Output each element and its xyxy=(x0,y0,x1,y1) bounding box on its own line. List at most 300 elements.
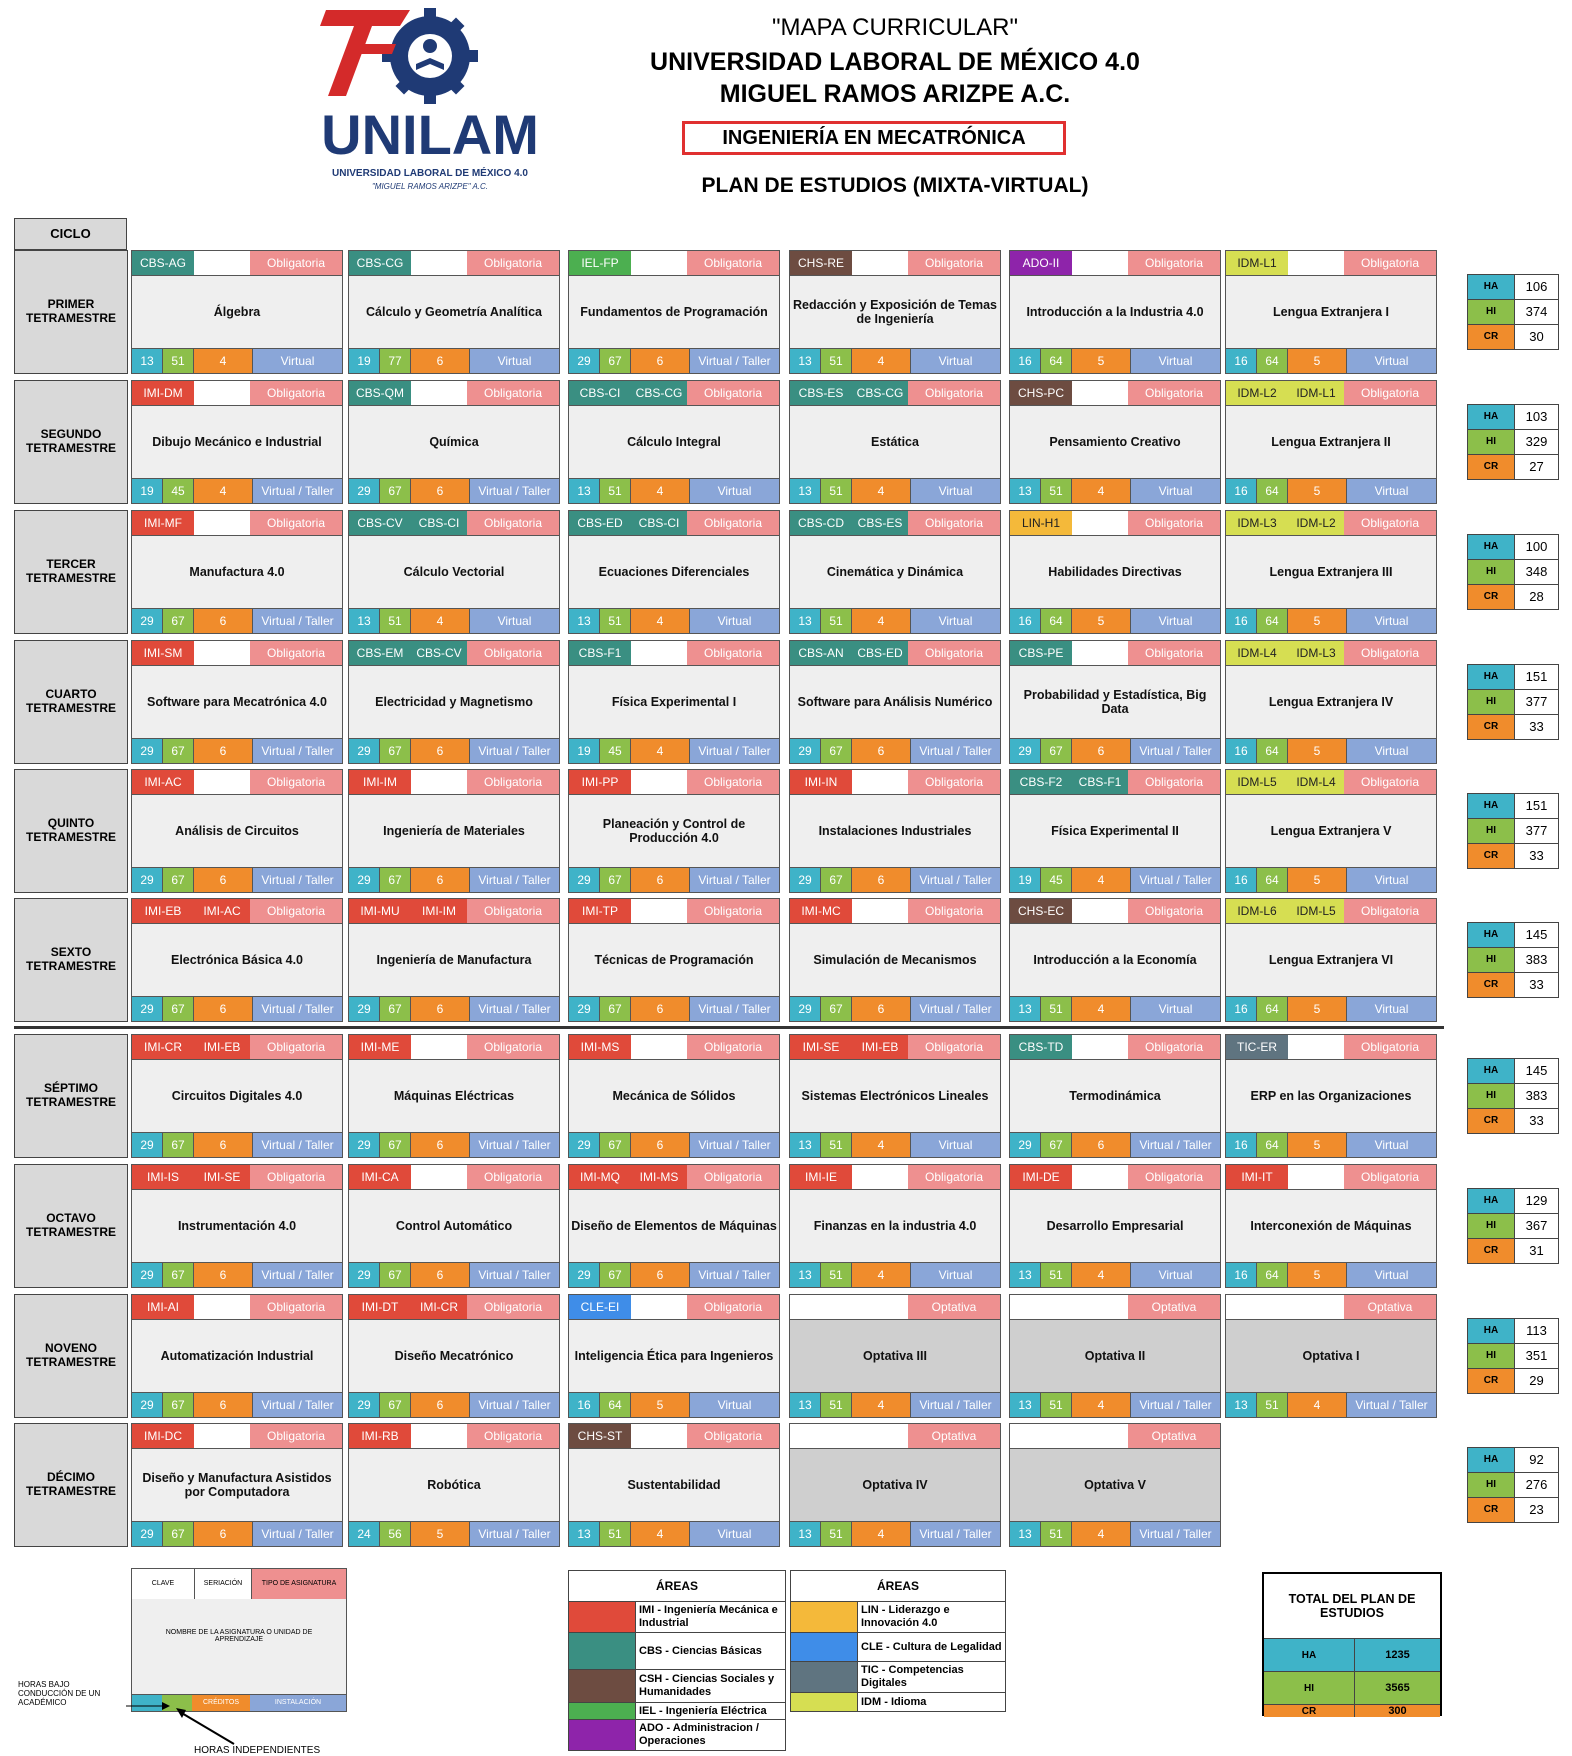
course-card[interactable] xyxy=(348,250,560,374)
course-hi-hours: 67 xyxy=(600,1133,631,1157)
course-card[interactable] xyxy=(568,510,780,634)
course-ha-hours: 16 xyxy=(1226,997,1257,1021)
course-name: Planeación y Control de Producción 4.0 xyxy=(602,816,746,845)
area-row xyxy=(569,1602,785,1633)
course-credits: 5 xyxy=(1288,479,1347,503)
course-hi-hours: 67 xyxy=(1041,739,1072,763)
course-card[interactable] xyxy=(789,1164,1001,1288)
course-hi-hours: 67 xyxy=(380,1263,411,1287)
course-header-row xyxy=(132,511,342,536)
course-footer-row xyxy=(1226,1132,1436,1157)
course-footer-row xyxy=(569,996,779,1021)
course-card[interactable] xyxy=(131,1294,343,1418)
summary-row xyxy=(1468,300,1558,325)
course-ha-hours: 13 xyxy=(569,479,600,503)
course-type: Obligatoria xyxy=(250,899,342,923)
program-name: INGENIERÍA EN MECATRÓNICA xyxy=(682,121,1066,155)
course-card[interactable] xyxy=(348,380,560,504)
course-card[interactable] xyxy=(789,640,1001,764)
course-prerequisite: IMI-EB xyxy=(852,1035,908,1059)
course-header-row xyxy=(790,381,1000,406)
course-card[interactable] xyxy=(1225,769,1437,893)
svg-text:"MIGUEL RAMOS ARIZPE" A.C.: "MIGUEL RAMOS ARIZPE" A.C. xyxy=(371,182,489,191)
course-card[interactable] xyxy=(348,640,560,764)
course-hi-hours: 67 xyxy=(163,1263,194,1287)
course-installation: Virtual / Taller xyxy=(253,1393,342,1417)
course-installation: Virtual xyxy=(911,1133,1000,1157)
summary-hi-label: HI xyxy=(1468,300,1515,324)
course-code: IDM-L2 xyxy=(1226,381,1288,405)
course-prerequisite xyxy=(852,1165,908,1189)
course-ha-hours: 13 xyxy=(790,1263,821,1287)
course-name: Desarrollo Empresarial xyxy=(1046,1218,1184,1233)
course-card[interactable] xyxy=(1225,1294,1437,1418)
course-card[interactable] xyxy=(348,1034,560,1158)
course-credits: 6 xyxy=(411,1393,470,1417)
course-credits: 4 xyxy=(1072,868,1131,892)
course-header-row xyxy=(1010,899,1220,924)
course-hi-hours: 64 xyxy=(1257,479,1288,503)
course-header-row xyxy=(132,381,342,406)
course-card[interactable] xyxy=(568,640,780,764)
course-header-row xyxy=(349,899,559,924)
course-header-row xyxy=(349,1295,559,1320)
course-hi-hours: 67 xyxy=(821,997,852,1021)
course-name: Química xyxy=(429,434,479,449)
course-ha-hours: 29 xyxy=(1010,1133,1041,1157)
course-header-row xyxy=(132,1035,342,1060)
course-ha-hours: 29 xyxy=(349,1133,380,1157)
summary-hi-label: HI xyxy=(1468,430,1515,454)
course-card[interactable] xyxy=(568,898,780,1022)
course-hi-hours: 67 xyxy=(380,1133,411,1157)
course-type: Obligatoria xyxy=(250,1035,342,1059)
course-hi-hours: 51 xyxy=(821,609,852,633)
course-footer-row xyxy=(1226,478,1436,503)
course-card[interactable] xyxy=(1009,510,1221,634)
course-hi-hours: 51 xyxy=(821,479,852,503)
course-code: CHS-PC xyxy=(1010,381,1072,405)
summary-hi-value: 377 xyxy=(1515,819,1558,843)
course-ha-hours: 16 xyxy=(1010,609,1041,633)
course-footer-row xyxy=(569,478,779,503)
course-header-row xyxy=(569,1035,779,1060)
course-code: IEL-FP xyxy=(569,251,631,275)
course-prerequisite xyxy=(194,381,250,405)
course-credits: 6 xyxy=(631,868,690,892)
course-installation: Virtual xyxy=(1131,997,1220,1021)
course-header-row xyxy=(1010,381,1220,406)
course-prerequisite: IDM-L5 xyxy=(1288,899,1344,923)
summary-cr-value: 31 xyxy=(1515,1239,1558,1263)
legend-arrows xyxy=(126,1690,236,1750)
course-footer-row xyxy=(1226,1262,1436,1287)
cycle-summary xyxy=(1467,274,1559,350)
course-code: CBS-TD xyxy=(1010,1035,1072,1059)
course-name: Introducción a la Industria 4.0 xyxy=(1026,304,1204,319)
course-code: CBS-CI xyxy=(569,381,631,405)
course-name: Lengua Extranjera VI xyxy=(1268,952,1394,967)
summary-cr-value: 29 xyxy=(1515,1369,1558,1393)
course-hi-hours: 51 xyxy=(1041,479,1072,503)
summary-ha-label: HA xyxy=(1468,405,1515,429)
summary-hi-label: HI xyxy=(1468,1084,1515,1108)
course-header-row xyxy=(569,381,779,406)
course-card[interactable] xyxy=(348,1164,560,1288)
course-installation: Virtual xyxy=(911,479,1000,503)
course-installation: Virtual / Taller xyxy=(470,997,559,1021)
course-name: Ingeniería de Manufactura xyxy=(376,952,532,967)
course-ha-hours: 16 xyxy=(1226,868,1257,892)
course-ha-hours: 29 xyxy=(132,1393,163,1417)
course-type: Obligatoria xyxy=(687,899,779,923)
course-hi-hours: 64 xyxy=(1257,1263,1288,1287)
course-card[interactable] xyxy=(1009,380,1221,504)
course-prerequisite: CBS-CG xyxy=(852,381,908,405)
course-ha-hours: 19 xyxy=(132,479,163,503)
course-card[interactable] xyxy=(1009,769,1221,893)
course-code: IMI-SE xyxy=(790,1035,852,1059)
course-hi-hours: 51 xyxy=(600,1522,631,1546)
course-credits: 6 xyxy=(852,739,911,763)
course-card[interactable] xyxy=(1225,380,1437,504)
course-ha-hours: 13 xyxy=(569,609,600,633)
course-hi-hours: 67 xyxy=(163,997,194,1021)
course-card[interactable] xyxy=(131,898,343,1022)
course-header-row xyxy=(1010,1295,1220,1320)
course-name: Lengua Extranjera V xyxy=(1270,823,1392,838)
course-type: Obligatoria xyxy=(908,1165,1000,1189)
course-ha-hours: 13 xyxy=(790,1393,821,1417)
summary-hi-label: HI xyxy=(1468,819,1515,843)
plan-title: PLAN DE ESTUDIOS (MIXTA-VIRTUAL) xyxy=(701,174,1089,197)
course-installation: Virtual xyxy=(1347,739,1436,763)
course-type: Obligatoria xyxy=(687,1424,779,1448)
total-ha-value: 1235 xyxy=(1355,1639,1440,1671)
course-prerequisite xyxy=(194,1295,250,1319)
course-header-row xyxy=(349,1424,559,1449)
course-hi-hours: 51 xyxy=(1041,1522,1072,1546)
course-installation: Virtual xyxy=(1131,609,1220,633)
course-ha-hours: 29 xyxy=(132,739,163,763)
course-header-row xyxy=(790,1035,1000,1060)
course-header-row xyxy=(790,1424,1000,1449)
course-card[interactable] xyxy=(348,1294,560,1418)
course-footer-row xyxy=(349,348,559,373)
course-hi-hours: 67 xyxy=(600,868,631,892)
summary-hi-value: 276 xyxy=(1515,1473,1558,1497)
course-prerequisite xyxy=(194,251,250,275)
course-hi-hours: 67 xyxy=(600,349,631,373)
course-code: IMI-MC xyxy=(790,899,852,923)
course-footer-row xyxy=(132,738,342,763)
course-card[interactable] xyxy=(1225,898,1437,1022)
course-code: IMI-PP xyxy=(569,770,631,794)
cycle-label: QUINTO TETRAMESTRE xyxy=(14,769,128,893)
course-code: CBS-CD xyxy=(790,511,852,535)
course-prerequisite: IDM-L4 xyxy=(1288,770,1344,794)
course-header-row xyxy=(349,511,559,536)
course-card[interactable] xyxy=(789,1294,1001,1418)
course-card[interactable] xyxy=(348,898,560,1022)
total-hi-label: HI xyxy=(1264,1672,1355,1704)
course-footer-row xyxy=(349,867,559,892)
cycle-label: CUARTO TETRAMESTRE xyxy=(14,640,128,764)
course-name: Control Automático xyxy=(395,1218,513,1233)
course-hi-hours: 67 xyxy=(380,739,411,763)
area-color-swatch xyxy=(569,1703,636,1719)
course-hi-hours: 64 xyxy=(1257,1133,1288,1157)
course-installation: Virtual xyxy=(1347,997,1436,1021)
course-ha-hours: 13 xyxy=(1226,1393,1257,1417)
course-hi-hours: 51 xyxy=(821,1393,852,1417)
area-color-swatch xyxy=(791,1693,858,1711)
course-installation: Virtual / Taller xyxy=(690,1133,779,1157)
course-name: Cálculo Integral xyxy=(627,434,721,449)
course-header-row xyxy=(1226,899,1436,924)
course-card[interactable] xyxy=(348,1423,560,1547)
course-installation: Virtual / Taller xyxy=(690,739,779,763)
course-hi-hours: 56 xyxy=(380,1522,411,1546)
course-credits: 6 xyxy=(411,349,470,373)
course-card[interactable] xyxy=(789,250,1001,374)
course-ha-hours: 13 xyxy=(790,1133,821,1157)
course-code: CBS-ED xyxy=(569,511,631,535)
course-credits: 5 xyxy=(1288,349,1347,373)
course-type: Obligatoria xyxy=(1344,770,1436,794)
course-hi-hours: 67 xyxy=(380,479,411,503)
course-ha-hours: 29 xyxy=(349,868,380,892)
course-code: IDM-L4 xyxy=(1226,641,1288,665)
course-name: Termodinámica xyxy=(1069,1088,1161,1103)
course-card[interactable] xyxy=(568,250,780,374)
summary-cr-label: CR xyxy=(1468,973,1515,997)
summary-ha-label: HA xyxy=(1468,665,1515,689)
course-prerequisite xyxy=(1072,1295,1128,1319)
summary-cr-label: CR xyxy=(1468,1109,1515,1133)
course-credits: 6 xyxy=(411,997,470,1021)
course-footer-row xyxy=(132,348,342,373)
course-type: Obligatoria xyxy=(1128,251,1220,275)
course-code: CBS-F2 xyxy=(1010,770,1072,794)
course-credits: 6 xyxy=(411,868,470,892)
summary-cr-label: CR xyxy=(1468,844,1515,868)
course-name: Software para Mecatrónica 4.0 xyxy=(147,694,327,709)
course-card[interactable] xyxy=(348,769,560,893)
course-card[interactable] xyxy=(789,380,1001,504)
course-credits: 4 xyxy=(852,1522,911,1546)
course-credits: 4 xyxy=(631,609,690,633)
course-name: Lengua Extranjera IV xyxy=(1268,694,1394,709)
summary-hi-label: HI xyxy=(1468,1473,1515,1497)
course-card[interactable] xyxy=(568,1034,780,1158)
course-ha-hours: 13 xyxy=(1010,1393,1041,1417)
course-code: CBS-ES xyxy=(790,381,852,405)
course-code: CBS-AN xyxy=(790,641,852,665)
course-footer-row xyxy=(569,348,779,373)
course-installation: Virtual / Taller xyxy=(253,1263,342,1287)
course-credits: 4 xyxy=(1072,1393,1131,1417)
area-label: LIN - Liderazgo e Innovación 4.0 xyxy=(861,1604,950,1629)
area-color-swatch xyxy=(569,1720,636,1750)
course-installation: Virtual xyxy=(911,349,1000,373)
svg-text:UNIVERSIDAD LABORAL DE MÉXICO: UNIVERSIDAD LABORAL DE MÉXICO 4.0 xyxy=(332,168,528,179)
course-footer-row xyxy=(569,1132,779,1157)
course-card[interactable] xyxy=(131,510,343,634)
course-card[interactable] xyxy=(1225,640,1437,764)
course-name: Software para Análisis Numérico xyxy=(797,694,993,709)
course-prerequisite: IDM-L3 xyxy=(1288,641,1344,665)
area-color-swatch xyxy=(569,1670,636,1702)
course-prerequisite xyxy=(1072,641,1128,665)
course-installation: Virtual / Taller xyxy=(1131,1522,1220,1546)
course-card[interactable] xyxy=(1225,510,1437,634)
course-card[interactable] xyxy=(568,1423,780,1547)
course-card[interactable] xyxy=(131,1423,343,1547)
course-card[interactable] xyxy=(568,1294,780,1418)
course-ha-hours: 29 xyxy=(569,1263,600,1287)
summary-ha-label: HA xyxy=(1468,1448,1515,1472)
course-header-row xyxy=(1226,381,1436,406)
course-name: Diseño y Manufactura Asistidos por Computadora xyxy=(142,1470,332,1499)
cycle-summary xyxy=(1467,534,1559,610)
course-name: Cinemática y Dinámica xyxy=(826,564,964,579)
course-card[interactable] xyxy=(568,380,780,504)
course-credits: 4 xyxy=(1072,1263,1131,1287)
summary-ha-value: 145 xyxy=(1515,1059,1558,1083)
course-ha-hours: 13 xyxy=(1010,479,1041,503)
course-card[interactable] xyxy=(131,1164,343,1288)
course-name: Manufactura 4.0 xyxy=(189,564,285,579)
course-card[interactable] xyxy=(789,510,1001,634)
course-type: Obligatoria xyxy=(1344,511,1436,535)
course-footer-row xyxy=(1226,348,1436,373)
course-prerequisite xyxy=(194,770,250,794)
section-divider xyxy=(14,1026,1444,1029)
summary-ha-value: 113 xyxy=(1515,1319,1558,1343)
course-card[interactable] xyxy=(131,1034,343,1158)
course-ha-hours: 13 xyxy=(790,349,821,373)
course-credits: 6 xyxy=(631,1263,690,1287)
course-hi-hours: 45 xyxy=(1041,868,1072,892)
course-card[interactable] xyxy=(789,898,1001,1022)
course-header-row xyxy=(569,251,779,276)
course-name: Diseño de Elementos de Máquinas xyxy=(571,1218,777,1233)
course-credits: 6 xyxy=(852,997,911,1021)
course-name: Mecánica de Sólidos xyxy=(612,1088,736,1103)
course-card[interactable] xyxy=(131,769,343,893)
course-card[interactable] xyxy=(131,380,343,504)
cycle-summary xyxy=(1467,922,1559,998)
course-card[interactable] xyxy=(1009,898,1221,1022)
course-name: Electrónica Básica 4.0 xyxy=(170,952,304,967)
course-card[interactable] xyxy=(789,1423,1001,1547)
course-header-row xyxy=(569,1165,779,1190)
course-card[interactable] xyxy=(1009,1164,1221,1288)
course-card[interactable] xyxy=(789,1034,1001,1158)
course-card[interactable] xyxy=(1009,640,1221,764)
course-type: Obligatoria xyxy=(908,381,1000,405)
course-header-row xyxy=(1226,1035,1436,1060)
cycle-label: SEGUNDO TETRAMESTRE xyxy=(14,380,128,504)
course-card[interactable] xyxy=(568,1164,780,1288)
course-prerequisite xyxy=(1288,1035,1344,1059)
course-name: Robótica xyxy=(427,1477,481,1492)
course-header-row xyxy=(132,1424,342,1449)
course-card[interactable] xyxy=(1009,1294,1221,1418)
course-type: Obligatoria xyxy=(250,1165,342,1189)
course-header-row xyxy=(349,1035,559,1060)
course-prerequisite: CBS-ED xyxy=(852,641,908,665)
course-code: TIC-ER xyxy=(1226,1035,1288,1059)
summary-hi-value: 348 xyxy=(1515,560,1558,584)
summary-row xyxy=(1468,535,1558,560)
course-card[interactable] xyxy=(348,510,560,634)
course-code: IMI-MQ xyxy=(569,1165,631,1189)
course-card[interactable] xyxy=(1225,1034,1437,1158)
course-card[interactable] xyxy=(1225,1164,1437,1288)
summary-cr-value: 23 xyxy=(1515,1498,1558,1522)
summary-ha-label: HA xyxy=(1468,923,1515,947)
course-hi-hours: 64 xyxy=(1257,997,1288,1021)
course-header-row xyxy=(569,511,779,536)
course-type: Obligatoria xyxy=(1344,1035,1436,1059)
course-ha-hours: 29 xyxy=(349,739,380,763)
summary-row xyxy=(1468,1369,1558,1393)
area-label: CSH - Ciencias Sociales y Humanidades xyxy=(639,1673,775,1698)
summary-ha-label: HA xyxy=(1468,535,1515,559)
course-hi-hours: 67 xyxy=(163,1133,194,1157)
areas-table-left xyxy=(568,1570,786,1751)
note-ha: HORAS BAJO CONDUCCIÓN DE UN ACADÉMICO xyxy=(18,1680,101,1707)
course-code: IMI-TP xyxy=(569,899,631,923)
course-installation: Virtual / Taller xyxy=(690,1263,779,1287)
course-card[interactable] xyxy=(131,250,343,374)
course-code: CBS-F1 xyxy=(569,641,631,665)
course-card[interactable] xyxy=(568,769,780,893)
course-card[interactable] xyxy=(131,640,343,764)
course-footer-row xyxy=(1226,1392,1436,1417)
course-card[interactable] xyxy=(1225,250,1437,374)
university-name-line1: UNIVERSIDAD LABORAL DE MÉXICO 4.0 xyxy=(650,48,1140,76)
summary-row xyxy=(1468,1239,1558,1263)
course-type: Optativa xyxy=(1128,1424,1220,1448)
course-type: Obligatoria xyxy=(1344,251,1436,275)
summary-ha-value: 151 xyxy=(1515,665,1558,689)
course-card[interactable] xyxy=(1009,250,1221,374)
course-hi-hours: 67 xyxy=(380,1393,411,1417)
course-code: CBS-EM xyxy=(349,641,411,665)
areas-title: ÁREAS xyxy=(791,1571,1005,1602)
course-name: Análisis de Circuitos xyxy=(175,823,299,838)
course-header-row xyxy=(132,1295,342,1320)
course-card[interactable] xyxy=(789,769,1001,893)
summary-row xyxy=(1468,325,1558,349)
course-type: Obligatoria xyxy=(908,251,1000,275)
summary-row xyxy=(1468,585,1558,609)
course-card[interactable] xyxy=(1009,1034,1221,1158)
course-code: CLE-EI xyxy=(569,1295,631,1319)
course-installation: Virtual / Taller xyxy=(470,479,559,503)
course-card[interactable] xyxy=(1009,1423,1221,1547)
course-code: IMI-DM xyxy=(132,381,194,405)
course-footer-row xyxy=(790,1262,1000,1287)
course-name: ERP en las Organizaciones xyxy=(1250,1088,1412,1103)
summary-row xyxy=(1468,275,1558,300)
cycle-label: OCTAVO TETRAMESTRE xyxy=(14,1164,128,1288)
course-installation: Virtual / Taller xyxy=(1131,739,1220,763)
course-ha-hours: 16 xyxy=(1226,739,1257,763)
